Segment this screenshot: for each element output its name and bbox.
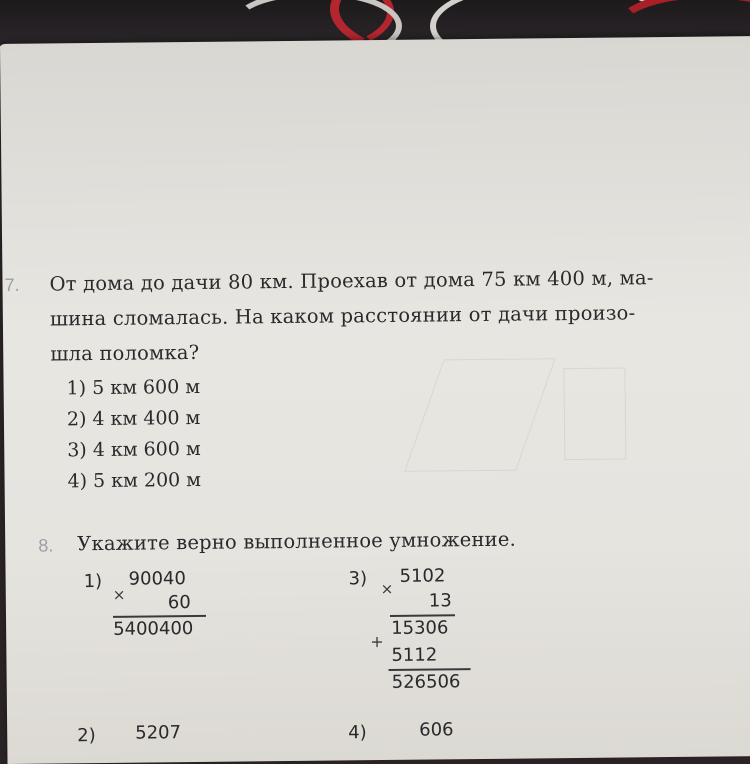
option-3-rule-2 xyxy=(389,668,471,670)
option-2-label: 2) xyxy=(77,725,96,747)
problem-8-number: 8. xyxy=(38,535,54,556)
problem-7-option-1: 1) 5 км 600 м xyxy=(66,375,201,400)
option-3-result: 526506 xyxy=(391,671,461,693)
problem-7-line-2: шина сломалась. На каком расстоянии от дачи произо- xyxy=(49,301,636,331)
option-1-multiplicand: 90040 xyxy=(128,568,186,590)
option-3-multiplicand: 5102 xyxy=(399,565,446,587)
option-1-multiplier: 60 xyxy=(167,592,191,614)
option-1-rule xyxy=(113,615,206,617)
problem-7-option-2: 2) 4 км 400 м xyxy=(66,406,201,431)
option-3-partial-2: 5112 xyxy=(391,644,438,666)
option-4-label: 4) xyxy=(348,722,367,744)
problem-7-line-3: шла поломка? xyxy=(50,340,200,366)
option-1-label: 1) xyxy=(83,570,103,593)
option-3-times-sign: × xyxy=(380,579,394,599)
option-3-rule-1 xyxy=(390,614,455,616)
problem-7-option-3: 3) 4 км 600 м xyxy=(67,437,201,462)
option-1-times-sign: × xyxy=(112,585,126,604)
problem-8-prompt: Укажите верно выполненное умножение. xyxy=(77,527,517,556)
option-3-multiplier: 13 xyxy=(428,590,452,612)
option-3-label: 3) xyxy=(348,568,368,590)
textbook-page xyxy=(0,36,750,764)
option-3-plus-sign: + xyxy=(370,632,384,652)
problem-7-option-4: 4) 5 км 200 м xyxy=(67,468,202,493)
option-3-partial-1: 15306 xyxy=(391,617,449,639)
option-2-multiplicand: 5207 xyxy=(135,722,182,744)
problem-7-number: 7. xyxy=(4,274,20,295)
option-4-multiplicand: 606 xyxy=(419,719,454,741)
option-1-result: 5400400 xyxy=(113,618,194,640)
problem-7-line-1: От дома до дачи 80 км. Проехав от дома 75 км 400 м, ма- xyxy=(49,266,654,296)
